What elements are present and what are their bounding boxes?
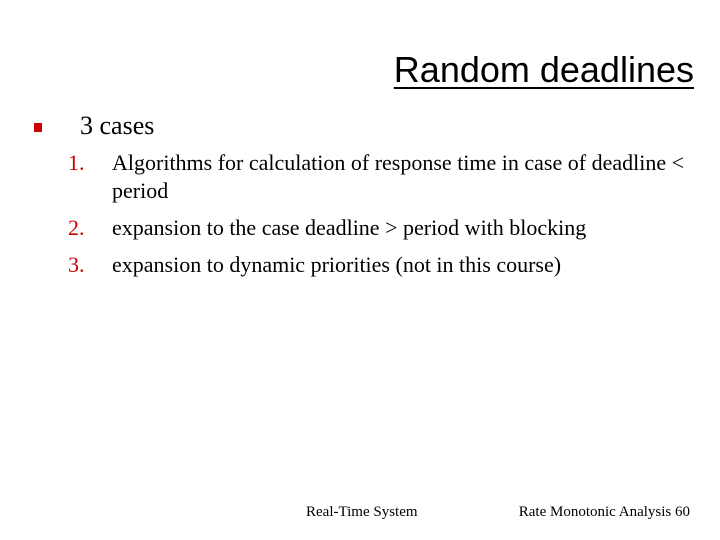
bullet-text: 3 cases xyxy=(80,111,155,140)
list-item-number: 1. xyxy=(68,150,85,175)
list-item xyxy=(68,149,698,205)
list-item-number: 3. xyxy=(68,252,85,277)
footer-course-name: Real-Time System xyxy=(306,504,418,520)
slide-title: Random deadlines xyxy=(393,49,694,90)
list-item-number: 2. xyxy=(68,215,85,240)
footer-section-page: Rate Monotonic Analysis 60 xyxy=(518,504,690,520)
list-item xyxy=(68,214,698,242)
list-item-text: Algorithms for calculation of response time in case of deadline < period xyxy=(112,150,685,203)
list-item xyxy=(68,251,698,279)
bullet-item xyxy=(34,110,155,142)
list-item-text: expansion to dynamic priorities (not in this course) xyxy=(112,252,562,277)
numbered-list xyxy=(68,149,698,288)
square-bullet-icon xyxy=(34,123,42,132)
list-item-text: expansion to the case deadline > period with blocking xyxy=(112,215,587,240)
